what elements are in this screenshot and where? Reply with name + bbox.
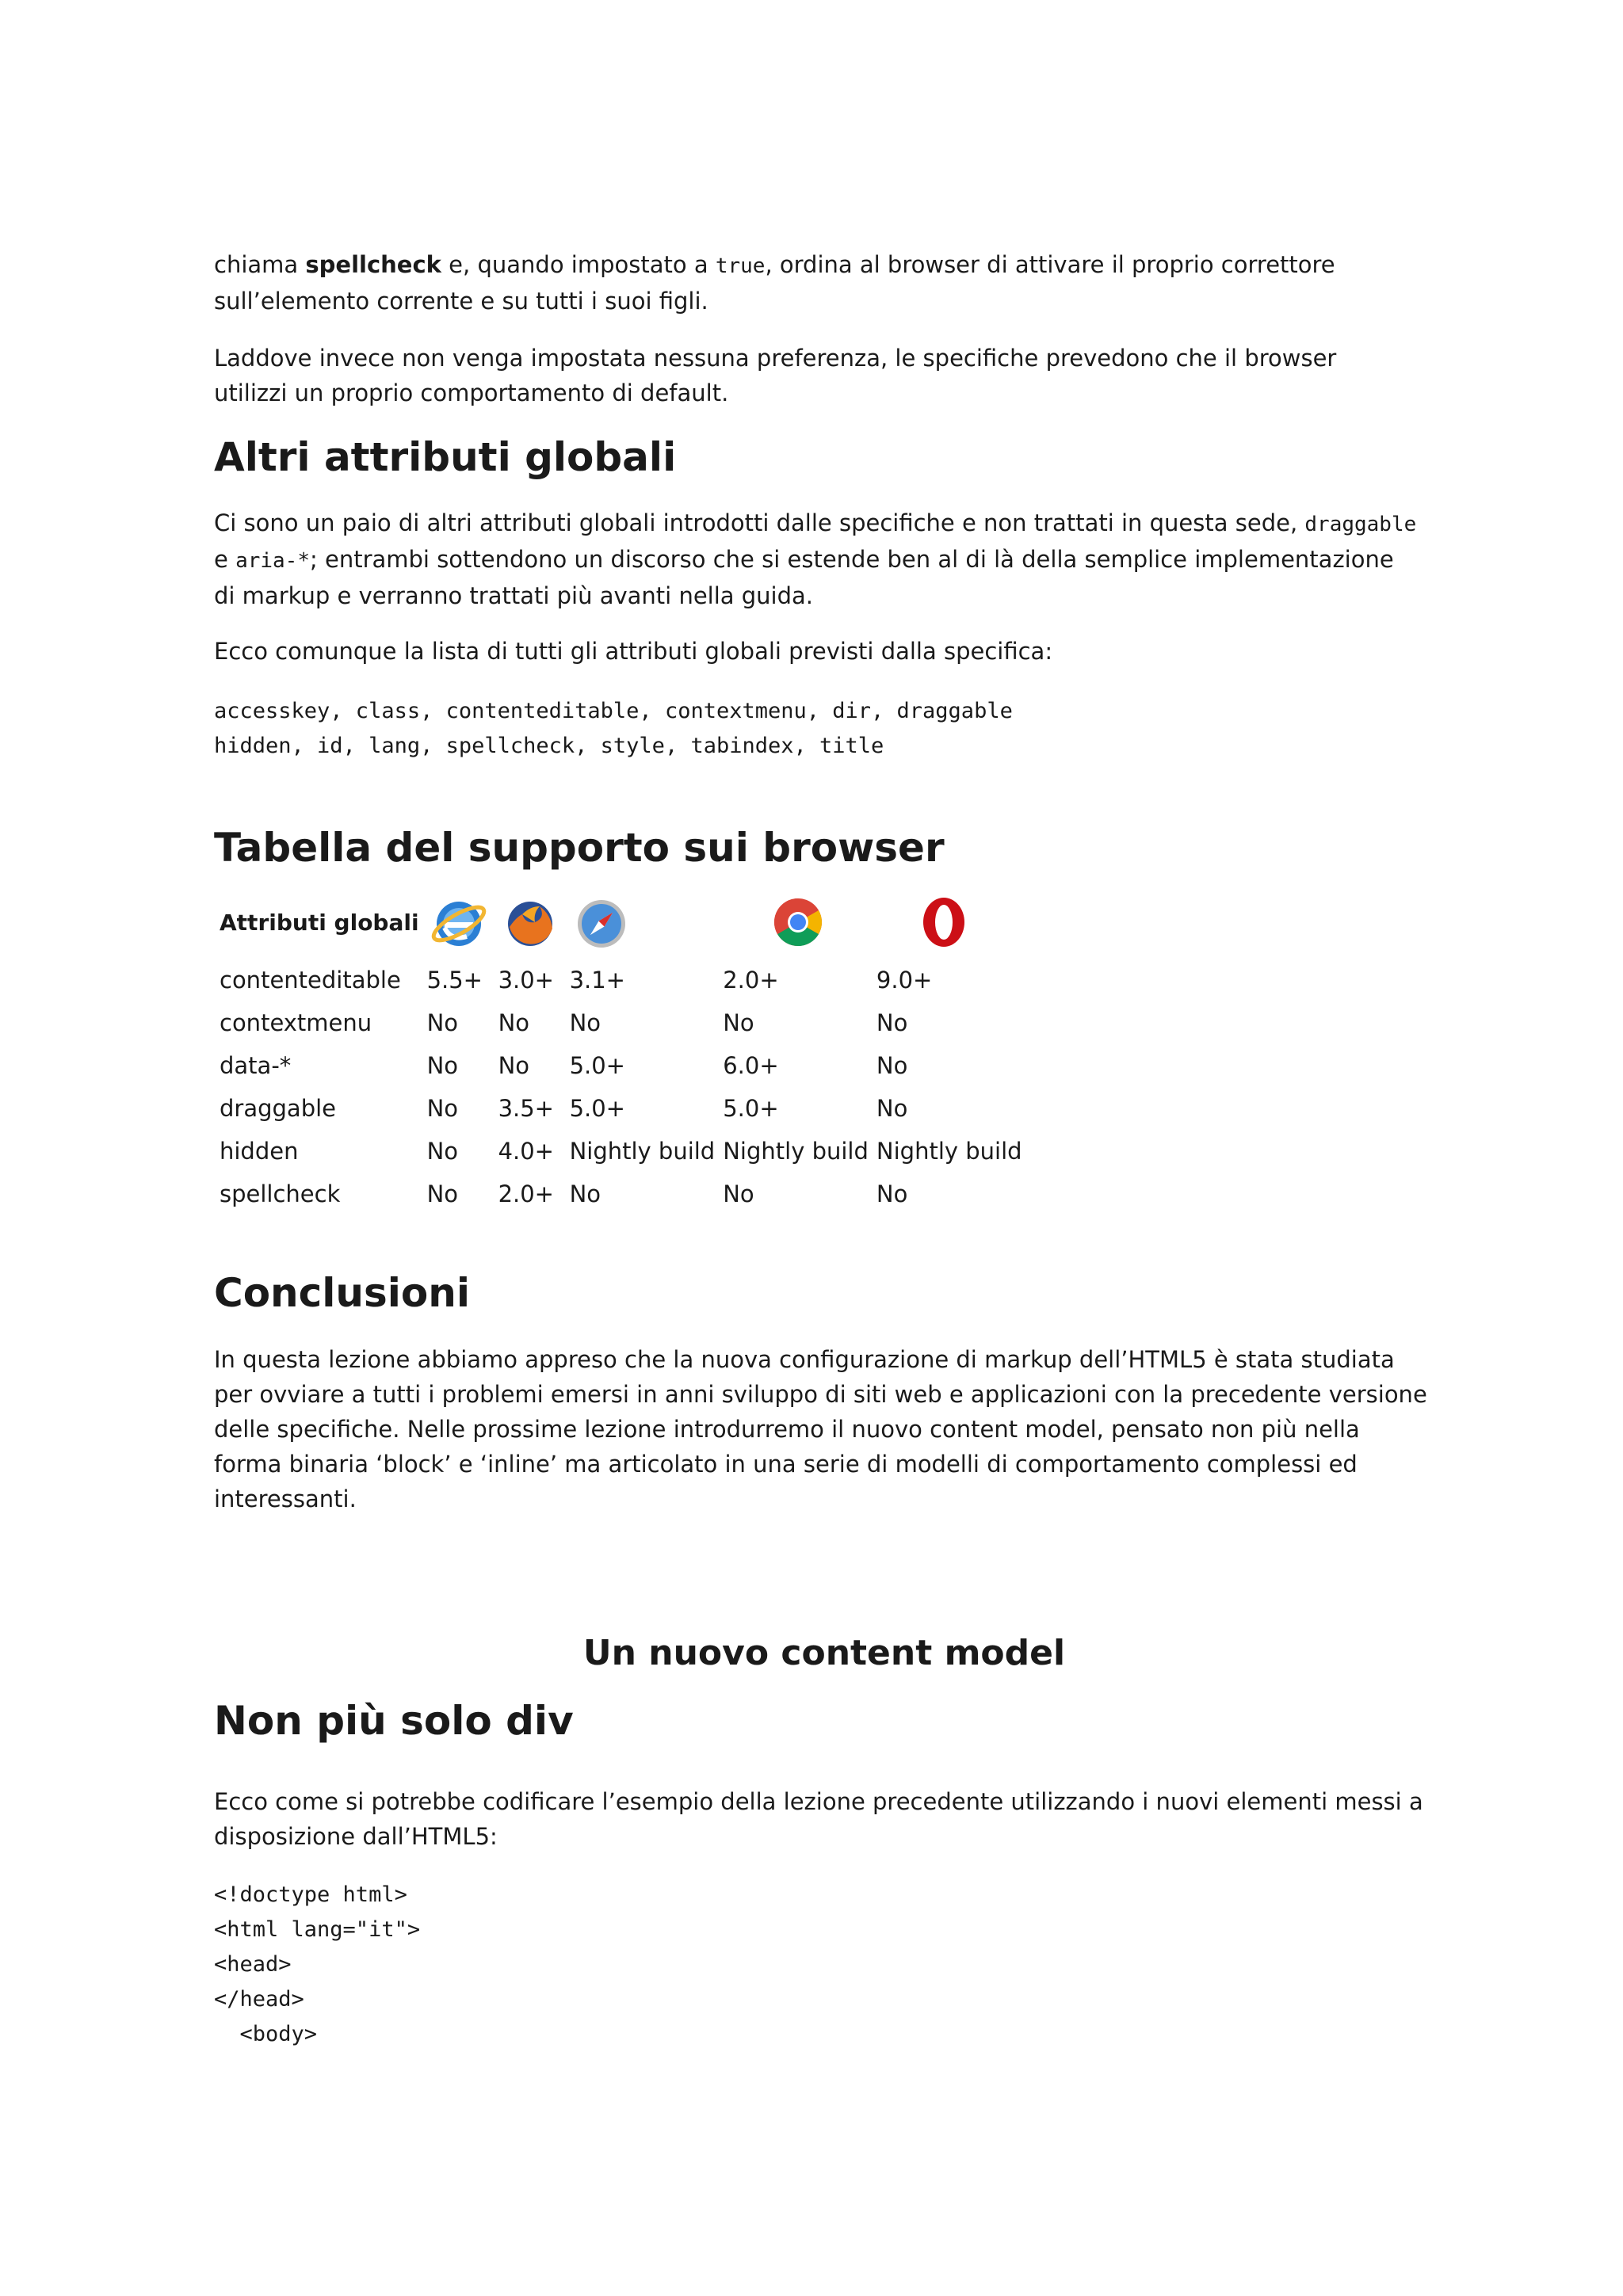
chapter-title: Un nuovo content model [582,1633,1066,1673]
heading-conclusioni: Conclusioni [214,1270,470,1316]
paragraph-lista: Ecco comunque la lista di tutti gli attributi globali previsti dalla specifica: [214,638,1053,665]
heading-tabella: Tabella del supporto sui browser [214,825,945,871]
paragraph-default: Laddove invece non venga impostata nessuna preferenza, le specifiche prevedono che il browser utilizzi un proprio comportamento di default. [214,345,1337,406]
attribute-name-cell: spellcheck [220,1180,341,1207]
internet-explorer-icon [427,891,491,954]
support-value-cell: Nightly build [723,1138,869,1165]
support-value-cell: 9.0+ [876,967,933,994]
header-opera [873,886,1026,959]
paragraph-conclusioni: In questa lezione abbiamo appreso che la nuova configurazione di markup dell’HTML5 è stata studiata per ovviare a tutti i problemi emersi in anni sviluppo di siti web e applicazioni con la precedente versione delle specifiche. Nelle prossime lezione introdurremo il nuovo content model, pensato non più nella forma binaria ‘block’ e ‘inline’ ma articolato in una serie di modelli di comportamento complessi ed interessanti. [214,1346,1427,1512]
support-value-cell: No [876,1009,908,1036]
attribute-name-cell: contextmenu [220,1009,372,1036]
code-draggable: draggable [1304,513,1417,536]
header-ie [423,886,495,959]
support-value-cell: 2.0+ [723,967,779,994]
support-value-cell: 3.1+ [569,967,625,994]
code-line: <head> [214,1952,292,1977]
code-line: </head> [214,1987,304,2012]
paragraph-spellcheck: chiama spellcheck e, quando impostato a true, ordina al browser di attivare il proprio correttore sull’elemento corrente e su tutti i suoi figli. [214,251,1335,315]
attribute-name-cell: contenteditable [220,967,401,994]
header-safari [566,886,720,959]
paragraph-altri: Ci sono un paio di altri attributi globali introdotti dalle specifiche e non trattati in questa sede, draggable e aria-*; entrambi sottendono un discorso che si estende ben al di là della semplice implementazione di markup e verranno trattati più avanti nella guida. [214,509,1417,609]
attribute-name-cell: data-* [220,1052,292,1079]
table-row [216,1001,1026,1044]
support-value-cell: No [723,1009,754,1036]
support-value-cell: No [876,1180,908,1207]
browser-support-table [216,886,1026,1215]
support-value-cell: No [426,1095,458,1122]
support-value-cell: No [876,1052,908,1079]
support-value-cell: 5.0+ [569,1052,625,1079]
keyword-spellcheck: spellcheck [305,251,441,278]
code-aria: aria-* [235,549,310,573]
support-value-cell: No [426,1052,458,1079]
code-true: true [715,254,766,278]
firefox-icon [498,891,562,954]
support-value-cell: Nightly build [876,1138,1022,1165]
support-value-cell: No [723,1180,754,1207]
support-value-cell: No [876,1095,908,1122]
support-value-cell: 2.0+ [498,1180,554,1207]
heading-non-piu-solo-div: Non più solo div [214,1698,574,1744]
support-value-cell: 5.5+ [426,967,483,994]
support-value-cell: No [569,1009,601,1036]
support-value-cell: No [569,1180,601,1207]
support-value-cell: Nightly build [569,1138,716,1165]
code-line: <body> [214,2022,318,2046]
support-value-cell: No [426,1009,458,1036]
paragraph-esempio: Ecco come si potrebbe codificare l’esempio della lezione precedente utilizzando i nuovi elementi messi a disposizione dall’HTML5: [214,1788,1423,1850]
support-value-cell: 6.0+ [723,1052,779,1079]
header-firefox [495,886,566,959]
code-line: <!doctype html> [214,1882,407,1907]
table-row [216,1173,1026,1215]
attribute-name-cell: draggable [220,1095,336,1122]
table-header-row [216,886,1026,959]
header-attributi-globali: Attributi globali [220,909,419,936]
code-attribute-list: accesskey, class, contenteditable, contextmenu, dir, draggable hidden, id, lang, spellcheck, style, tabindex, title [214,699,1013,758]
attribute-name-cell: hidden [220,1138,299,1165]
support-value-cell: No [426,1138,458,1165]
code-example-block [214,1878,420,2052]
support-value-cell: No [426,1180,458,1207]
heading-altri-attributi: Altri attributi globali [214,434,677,480]
support-value-cell: 3.0+ [498,967,554,994]
support-value-cell: 3.5+ [498,1095,554,1122]
table-row [216,1130,1026,1173]
safari-icon [570,891,633,954]
chrome-icon [766,891,830,954]
table-row [216,959,1026,1001]
support-value-cell: 4.0+ [498,1138,554,1165]
table-row [216,1087,1026,1130]
opera-icon [912,891,976,954]
support-value-cell: No [498,1009,529,1036]
support-value-cell: 5.0+ [569,1095,625,1122]
table-body [216,959,1026,1215]
table-row [216,1044,1026,1087]
support-value-cell: 5.0+ [723,1095,779,1122]
code-line: <html lang="it"> [214,1917,421,1942]
header-chrome [719,886,873,959]
support-value-cell: No [498,1052,529,1079]
